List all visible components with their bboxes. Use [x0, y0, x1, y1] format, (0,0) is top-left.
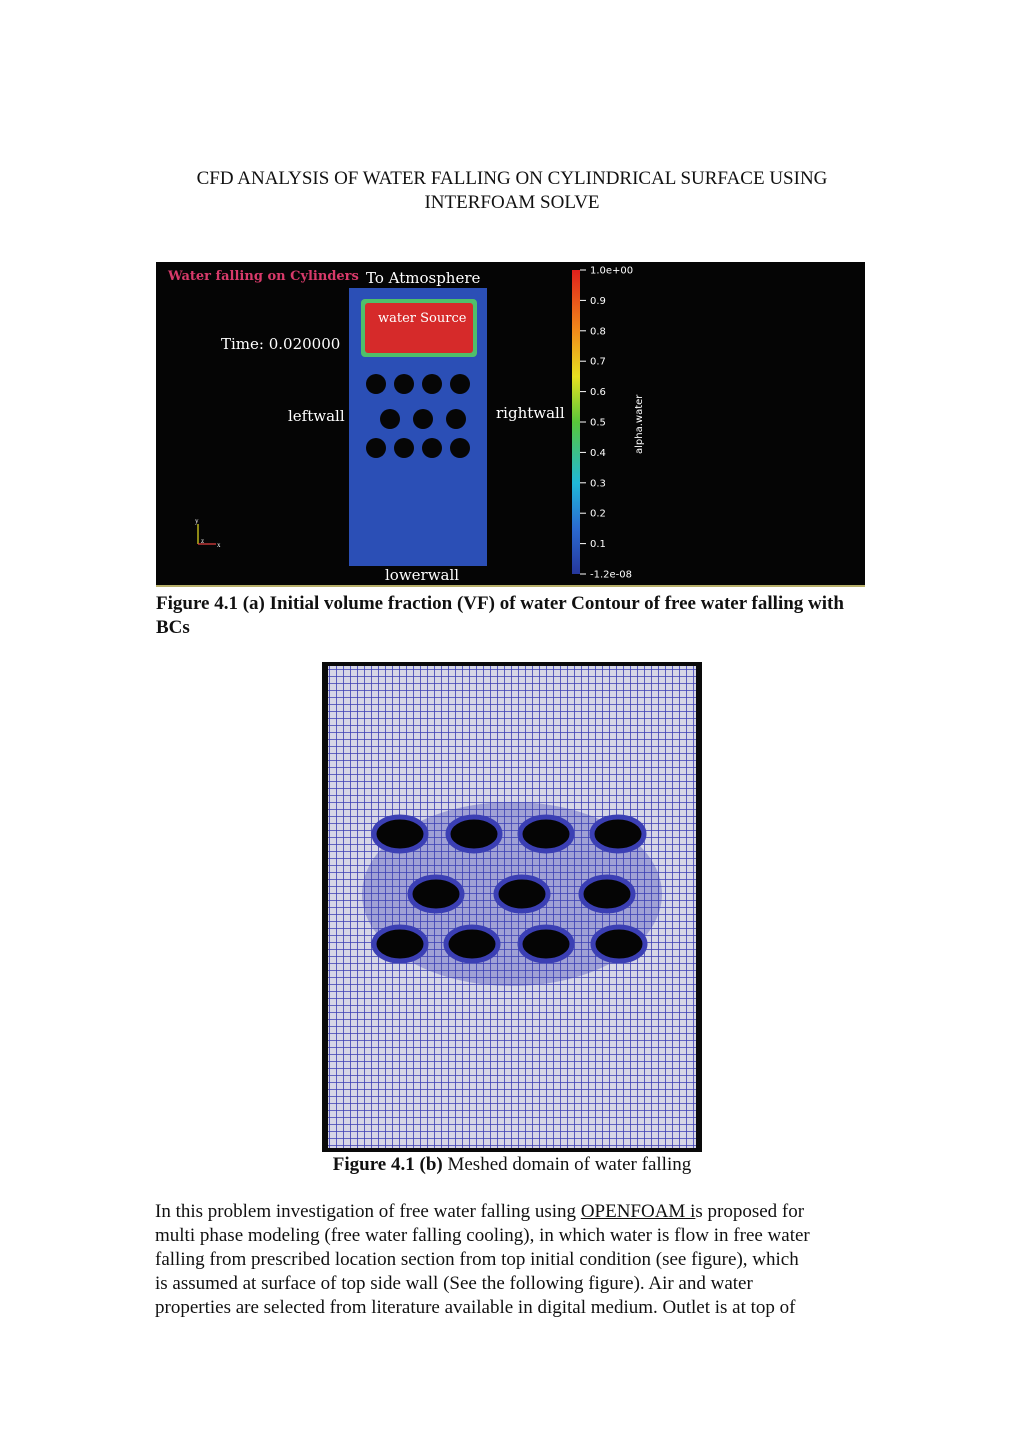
top-boundary-label: To Atmosphere	[366, 269, 481, 287]
colorbar-tick-label: 0.6	[590, 387, 606, 399]
cylinder	[394, 374, 414, 394]
figure-b-caption	[0, 1153, 1024, 1177]
mesh-hole	[374, 927, 426, 961]
colorbar-tick-label: 0.5	[590, 417, 606, 429]
paper-title-line-2: INTERFOAM SOLVE	[424, 192, 600, 213]
body-line-1-end: s proposed for	[695, 1201, 805, 1222]
figure-b-caption-text: Meshed domain of water falling	[442, 1154, 692, 1175]
figure-b-caption-label: Figure 4.1 (b)	[332, 1154, 443, 1175]
colorbar-tick-label: -1.2e-08	[590, 569, 632, 581]
mesh-hole	[496, 877, 548, 911]
left-boundary-label: leftwall	[288, 407, 345, 425]
body-line-4: is assumed at surface of top side wall (See the following figure). Air and water	[155, 1273, 753, 1294]
paper-title-line-1: CFD ANALYSIS OF WATER FALLING ON CYLINDRICAL SURFACE USING	[196, 168, 828, 189]
axis-y-label: y	[195, 517, 199, 525]
figure-a-svg	[156, 262, 865, 585]
mesh-hole	[448, 817, 500, 851]
body-line-5: properties are selected from literature available in digital medium. Outlet is at top of	[155, 1297, 796, 1318]
colorbar-ticks	[580, 266, 633, 581]
paper-title	[150, 167, 874, 215]
cylinder	[413, 409, 433, 429]
body-line-3: falling from prescribed location section from top initial condition (see figure), which	[155, 1249, 799, 1270]
body-line-1	[155, 1200, 875, 1224]
mesh-hole	[374, 817, 426, 851]
cylinder	[450, 438, 470, 458]
water-source-label: water Source	[378, 311, 467, 326]
colorbar-tick-label: 0.8	[590, 326, 606, 338]
cylinder	[422, 438, 442, 458]
body-paragraph	[155, 1200, 875, 1320]
mesh-hole	[520, 817, 572, 851]
cylinder	[394, 438, 414, 458]
overlay-title: Water falling on Cylinders	[168, 269, 359, 284]
cylinder	[366, 374, 386, 394]
openfoam-link[interactable]: OPENFOAM i	[580, 1201, 696, 1222]
time-label: Time: 0.020000	[221, 335, 341, 353]
colorbar-tick-label: 0.4	[590, 447, 606, 459]
figure-b-svg	[322, 662, 702, 1152]
colorbar	[572, 270, 580, 574]
colorbar-title: alpha.water	[634, 394, 645, 454]
cylinder	[380, 409, 400, 429]
mesh-hole	[446, 927, 498, 961]
colorbar-tick-label: 1.0e+00	[590, 265, 634, 277]
mesh-hole	[593, 927, 645, 961]
figure-b-mesh	[322, 662, 702, 1152]
cylinder	[366, 438, 386, 458]
body-line-1-start: In this problem investigation of free water falling using	[155, 1201, 581, 1222]
axis-z-label: z	[201, 537, 205, 545]
bottom-boundary-label: lowerwall	[385, 566, 460, 584]
colorbar-tick-label: 0.7	[590, 356, 606, 368]
mesh-hole	[520, 927, 572, 961]
cylinder	[422, 374, 442, 394]
figure-a-contour-plot	[156, 262, 865, 587]
mesh-hole	[592, 817, 644, 851]
figure-a-caption: Figure 4.1 (a) Initial volume fraction (VF) of water Contour of free water falling with BCs	[156, 593, 844, 638]
body-line-2: multi phase modeling (free water falling cooling), in which water is flow in free water	[155, 1225, 810, 1246]
cylinder	[446, 409, 466, 429]
axis-x-label: x	[217, 541, 221, 549]
mesh-hole	[410, 877, 462, 911]
colorbar-tick-label: 0.2	[590, 508, 606, 520]
cylinder	[450, 374, 470, 394]
colorbar-tick-label: 0.3	[590, 478, 606, 490]
colorbar-tick-label: 0.1	[590, 539, 606, 551]
mesh-hole	[581, 877, 633, 911]
colorbar-tick-label: 0.9	[590, 295, 606, 307]
right-boundary-label: rightwall	[496, 404, 565, 422]
